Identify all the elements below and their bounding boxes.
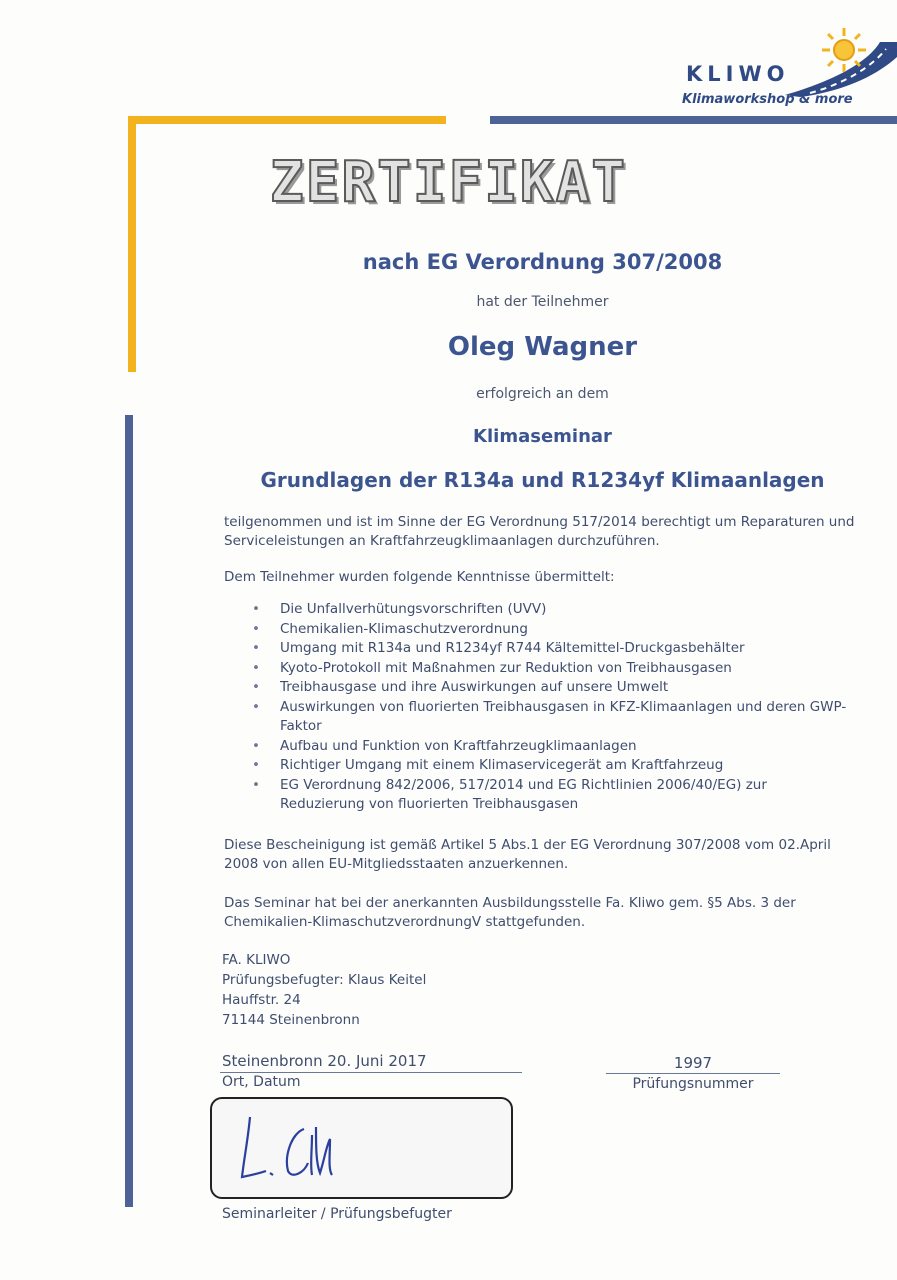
logo-tagline: Klimaworkshop & more [682, 92, 853, 107]
place-date-value: Steinenbronn 20. Juni 2017 [222, 1052, 427, 1070]
list-item: • Auswirkungen von fluorierten Treibhausgasen in KFZ-Klimaanlagen und deren GWP-Faktor [252, 698, 852, 737]
regulation-heading: nach EG Verordnung 307/2008 [362, 250, 723, 274]
frame-bar-blue-top [490, 116, 897, 124]
list-item: • Chemikalien-Klimaschutzverordnung [252, 620, 852, 640]
location-paragraph: Das Seminar hat bei der anerkannten Ausbildungsstelle Fa. Kliwo gem. §5 Abs. 3 der Chemikalien-KlimaschutzverordnungV stattgefunden. [224, 895, 796, 930]
participant-name: Oleg Wagner [447, 332, 638, 362]
frame-bar-yellow-top [128, 116, 446, 124]
recognition-paragraph: Diese Bescheinigung ist gemäß Artikel 5 Abs.1 der EG Verordnung 307/2008 vom 02.April 2008 von allen EU-Mitgliedsstaaten anzuerkennen. [224, 837, 831, 872]
authorization-paragraph: teilgenommen und ist im Sinne der EG Verordnung 517/2014 berechtigt um Reparaturen und Serviceleistungen an Kraftfahrzeugklimaanlagen durchzuführen. [224, 514, 855, 549]
list-item: • Aufbau und Funktion von Kraftfahrzeugklimaanlagen [252, 737, 852, 757]
logo-name: KLIWO [686, 62, 790, 86]
signature-drawing [212, 1099, 511, 1197]
list-item: • EG Verordnung 842/2006, 517/2014 und EG Richtlinien 2006/40/EG) zur Reduzierung von fluorierten Treibhausgasen [252, 776, 852, 815]
list-item: • Kyoto-Protokoll mit Maßnahmen zur Reduktion von Treibhausgasen [252, 659, 852, 679]
place-date-label: Ort, Datum [222, 1074, 301, 1090]
intro-text: hat der Teilnehmer [476, 294, 609, 310]
list-item: • Die Unfallverhütungsvorschriften (UVV) [252, 600, 852, 620]
signature-label: Seminarleiter / Prüfungsbefugter [222, 1206, 452, 1222]
knowledge-intro: Dem Teilnehmer wurden folgende Kenntnisse übermittelt: [224, 569, 615, 585]
signature-box [210, 1097, 513, 1199]
issuer-address [222, 950, 426, 1030]
exam-number-line [606, 1073, 780, 1074]
seminar-name: Klimaseminar [473, 426, 612, 447]
kliwo-logo [670, 22, 897, 114]
knowledge-list [252, 600, 852, 815]
success-text: erfolgreich an dem [476, 386, 609, 402]
examiner-name: Prüfungsbefugter: Klaus Keitel [222, 972, 427, 988]
list-item: • Treibhausgase und ihre Auswirkungen auf unsere Umwelt [252, 678, 852, 698]
frame-bar-blue-left [125, 415, 133, 1207]
exam-number-label: Prüfungsnummer [632, 1076, 754, 1092]
list-item: • Umgang mit R134a und R1234yf R744 Kältemittel-Druckgasbehälter [252, 639, 852, 659]
course-title: Grundlagen der R134a und R1234yf Klimaanlagen [260, 468, 825, 492]
sun-icon [820, 26, 868, 74]
certificate-title: ZERTIFIKAT [269, 150, 628, 215]
city: 71144 Steinenbronn [222, 1012, 360, 1028]
place-date-line [220, 1072, 522, 1073]
list-item: • Richtiger Umgang mit einem Klimaservicegerät am Kraftfahrzeug [252, 756, 852, 776]
exam-number-value: 1997 [673, 1054, 713, 1072]
street: Hauffstr. 24 [222, 992, 301, 1008]
company-name: FA. KLIWO [222, 952, 291, 968]
